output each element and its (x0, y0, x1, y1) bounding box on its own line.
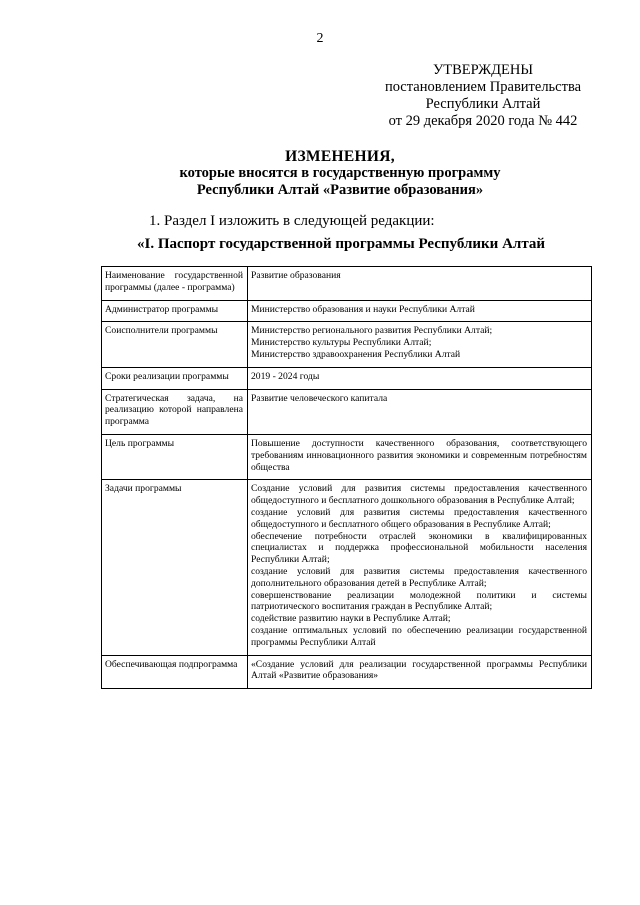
row-label: Соисполнители программы (102, 322, 248, 367)
table-row (102, 300, 592, 322)
row-label: Задачи программы (102, 480, 248, 655)
value-line: создание условий для развития системы предоставления качественного дополнительного образования детей в Республике Алтай; (251, 565, 587, 589)
row-label: Стратегическая задача, на реализацию которой направлена программа (102, 389, 248, 434)
row-label: Администратор программы (102, 300, 248, 322)
row-value (248, 655, 592, 689)
approval-line: Республики Алтай (425, 96, 541, 112)
value-line: Повышение доступности качественного образования, соответствующего требованиям инновационного развития экономики и современным потребностям общества (251, 437, 587, 473)
approval-stamp (372, 62, 594, 130)
heading-title: ИЗМЕНЕНИЯ, (285, 148, 395, 165)
row-value (248, 480, 592, 655)
heading-line: Республики Алтай «Развитие образования» (196, 182, 484, 198)
table-row (102, 267, 592, 301)
section-title: «I. Паспорт государственной программы Республики Алтай (137, 236, 546, 252)
table-row (102, 389, 592, 434)
row-value (248, 267, 592, 301)
row-label: Наименование государственной программы (далее - программа) (102, 267, 248, 301)
table-row (102, 480, 592, 655)
value-line: Развитие человеческого капитала (251, 392, 388, 404)
page-number: 2 (316, 31, 324, 46)
value-line: Министерство здравоохранения Республики Алтай (251, 348, 461, 360)
passport-table (101, 266, 592, 689)
table-row (102, 655, 592, 689)
value-line: Создание условий для развития системы предоставления качественного общедоступного и бесплатного дошкольного образования в Республике Алтай; (251, 483, 587, 507)
approval-line: постановлением Правительства (384, 79, 582, 95)
value-line: Министерство регионального развития Республики Алтай; (251, 325, 493, 337)
document-heading (120, 148, 560, 199)
row-label: Сроки реализации программы (102, 367, 248, 389)
value-line: Министерство культуры Республики Алтай; (251, 337, 432, 349)
table-row (102, 367, 592, 389)
row-label: Обеспечивающая подпрограмма (102, 655, 248, 689)
paragraph-1: 1. Раздел I изложить в следующей редакции: (149, 213, 435, 229)
row-value (248, 367, 592, 389)
row-value (248, 389, 592, 434)
value-line: создание оптимальных условий по обеспечению реализации государственной программы Республики Алтай (251, 624, 587, 648)
value-line: совершенствование реализации молодежной политики и системы патриотического воспитания граждан в Республике Алтай; (251, 589, 587, 613)
value-line: «Создание условий для реализации государственной программы Республики Алтай «Развитие образования» (251, 658, 587, 682)
table-row (102, 434, 592, 479)
approval-line: от 29 декабря 2020 года № 442 (388, 113, 578, 129)
approval-line: УТВЕРЖДЕНЫ (432, 62, 534, 78)
value-line: обеспечение потребности отраслей экономики в квалифицированных специалистах и поддержка профессиональной мобильности населения Республики Алтай; (251, 530, 587, 566)
table-row (102, 322, 592, 367)
value-line: содействие развитию науки в Республике Алтай; (251, 613, 451, 625)
row-label: Цель программы (102, 434, 248, 479)
value-line: Министерство образования и науки Республики Алтай (251, 303, 475, 315)
heading-line: которые вносятся в государственную программу (179, 165, 501, 181)
value-line: создание условий для развития системы предоставления качественного общедоступного и бесплатного общего образования в Республике Алтай; (251, 506, 587, 530)
value-line: 2019 - 2024 годы (251, 370, 320, 382)
row-value (248, 434, 592, 479)
row-value (248, 322, 592, 367)
value-line: Развитие образования (251, 270, 341, 281)
row-value (248, 300, 592, 322)
